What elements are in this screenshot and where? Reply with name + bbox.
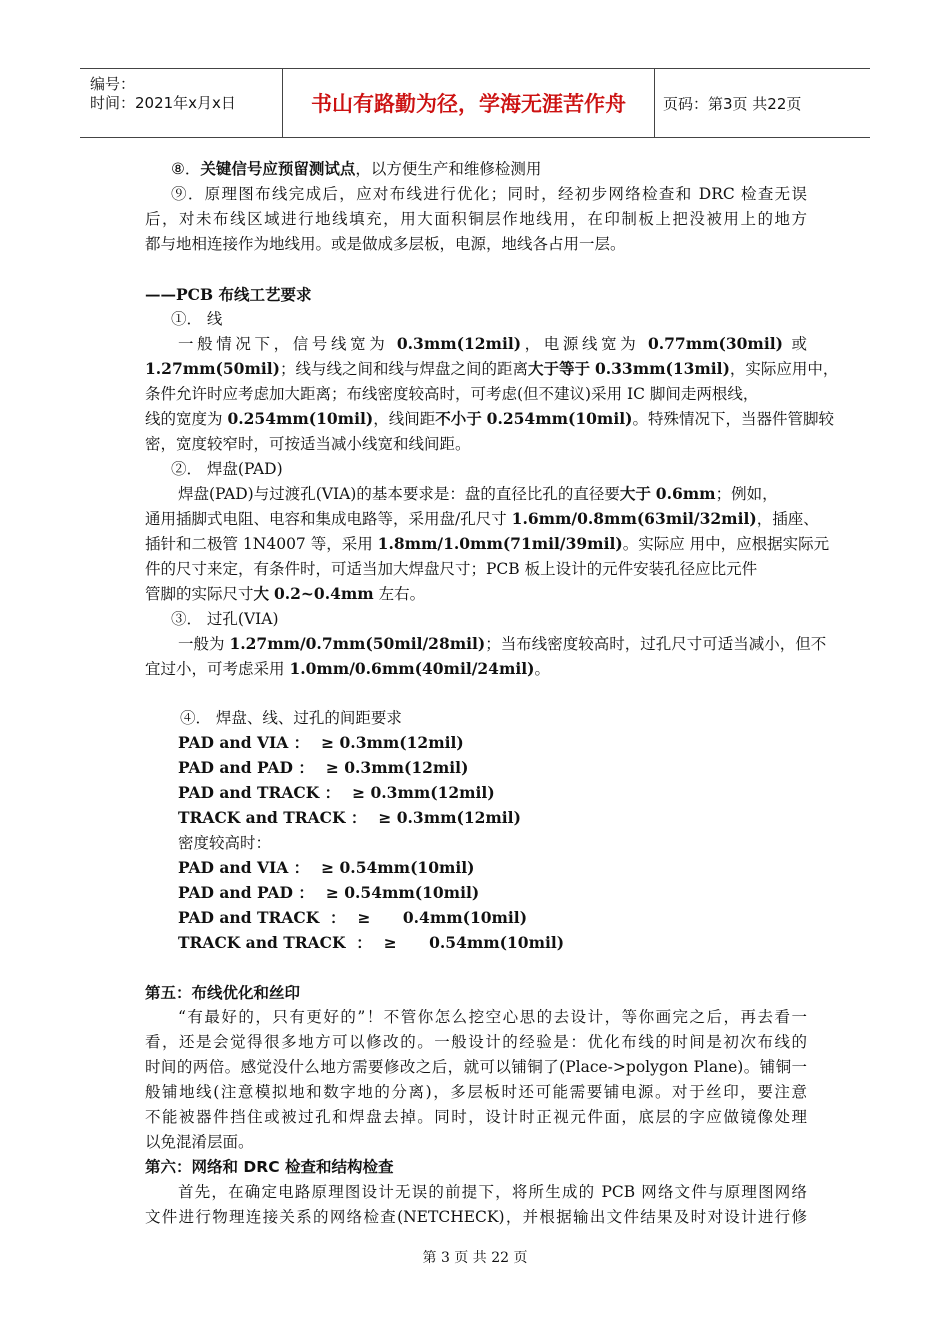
- t-bold: 大于等于: [527, 360, 590, 378]
- page-footer: 第 3 页 共 22 页: [422, 1250, 528, 1266]
- t: 宜过小，可考虑采用: [145, 660, 290, 678]
- line-para-1: [178, 333, 807, 355]
- spacing-label: PAD and PAD ：: [178, 883, 314, 902]
- section-5-line-5: 不能被器件挡住或被过孔和焊盘去掉。同时，设计时正视元件面，底层的字应做镜像处理: [145, 1108, 807, 1126]
- t: 。实际应 用中，应根据实际元: [622, 535, 830, 553]
- spacing-label: TRACK and TRACK ：: [178, 933, 372, 952]
- header-left-cell: [80, 69, 282, 137]
- item-9-line-3: 都与地相连接作为地线用。或是做成多层板，电源，地线各占用一层。: [145, 235, 626, 253]
- value-pad-diff: 0.6mm: [655, 484, 716, 503]
- t: ；例如，: [715, 485, 778, 503]
- doc-number-label: 编号：: [90, 75, 136, 93]
- section-5-title: 第五：布线优化和丝印: [145, 984, 301, 1002]
- item-8-num: ⑧．: [171, 160, 201, 178]
- header-page-info: 页码：第3页 共22页: [663, 94, 802, 113]
- value-pad-size-1: 1.6mm/0.8mm(63mil/32mil): [511, 509, 757, 528]
- t: ；线与线之间和线与焊盘之间的距离: [279, 360, 528, 378]
- section-6-title: 第六：网络和 DRC 检查和结构检查: [145, 1158, 394, 1176]
- line-para-2: [145, 358, 838, 380]
- section-5-line-2: 看，还是会觉得很多地方可以修改的。一般设计的经验是：优化布线的时间是初次布线的: [145, 1033, 807, 1051]
- value-line-width: 0.254mm(10mil): [227, 409, 374, 428]
- doc-time-label: 时间：2021年x月x日: [90, 94, 236, 112]
- item-8-rest: ，以方便生产和维修检测用: [355, 160, 542, 178]
- t: 焊盘(PAD)与过渡孔(VIA)的基本要求是：盘的直径比孔的直径要: [178, 485, 620, 503]
- spacing-row: [178, 857, 475, 879]
- t: 管脚的实际尺寸: [145, 585, 254, 603]
- t: 插针和二极管 1N4007 等，采用: [145, 535, 378, 553]
- via-section-heading: ③． 过孔(VIA): [171, 610, 279, 628]
- spacing-value: ≥ 0.4mm(10mil): [357, 908, 528, 927]
- spacing-label: PAD and TRACK ：: [178, 908, 346, 927]
- via-para-2: [145, 658, 550, 680]
- spacing-label: PAD and PAD ：: [178, 758, 314, 777]
- pad-para-4: 件的尺寸来定，有条件时，可适当加大焊盘尺寸；PCB 板上设计的元件安装孔径应比元件: [145, 560, 758, 578]
- item-8: [171, 158, 541, 180]
- t: ，插座、: [756, 510, 819, 528]
- spacing-row: [178, 907, 527, 929]
- spacing-label: PAD and VIA ：: [178, 858, 310, 877]
- via-para-1: [178, 633, 826, 655]
- spacing-section-heading: ④． 焊盘、线、过孔的间距要求: [180, 709, 402, 727]
- section-5-line-3: 时间的两倍。感觉没什么地方需要修改之后，就可以铺铜了(Place->polygon Plane)。铺铜一: [145, 1058, 807, 1076]
- section-6-line-1: 首先，在确定电路原理图设计无误的前提下，将所生成的 PCB 网络文件与原理图网络: [178, 1183, 807, 1201]
- item-8-bold: 关键信号应预留测试点: [200, 160, 356, 178]
- t: 。: [534, 660, 550, 678]
- section-6-line-2: 文件进行物理连接关系的网络检查(NETCHECK)，并根据输出文件结果及时对设计进行修: [145, 1208, 807, 1226]
- line-section-heading: ①． 线: [171, 310, 223, 328]
- spacing-value: ≥ 0.54mm(10mil): [383, 933, 565, 952]
- density-label: 密度较高时：: [178, 834, 272, 852]
- spacing-row: [178, 932, 564, 954]
- section-5-line-1: “有最好的，只有更好的”！不管你怎么挖空心思的去设计，等你画完之后，再去看一: [178, 1008, 807, 1026]
- pad-para-3: [145, 533, 829, 555]
- pad-para-1: [178, 483, 778, 505]
- value-power-width-2: 1.27mm(50mil): [145, 359, 280, 378]
- spacing-value: ≥ 0.3mm(12mil): [321, 733, 464, 752]
- t: ，线间距: [373, 410, 436, 428]
- item-9-line-2: 后，对未布线区域进行地线填充，用大面积铜层作地线用，在印制板上把没被用上的地方: [145, 210, 807, 228]
- pad-section-heading: ②． 焊盘(PAD): [171, 460, 283, 478]
- t: 左右。: [373, 585, 426, 603]
- t: 。特殊情况下，当器件管脚较: [632, 410, 834, 428]
- pcb-section-title: ——PCB 布线工艺要求: [145, 285, 312, 304]
- value-signal-width: 0.3mm(12mil): [396, 334, 522, 353]
- section-5-line-6: 以免混淆层面。: [145, 1133, 254, 1151]
- value-hole-margin: 0.2~0.4mm: [273, 584, 374, 603]
- t: ，实际应用中，: [729, 360, 839, 378]
- spacing-value: ≥ 0.3mm(12mil): [352, 783, 495, 802]
- pad-para-2: [145, 508, 819, 530]
- value-pad-size-2: 1.8mm/1.0mm(71mil/39mil): [377, 534, 623, 553]
- item-9-line-1: ⑨．原理图布线完成后，应对布线进行优化；同时，经初步网络检查和 DRC 检查无误: [171, 185, 807, 203]
- t-bold: 不小于: [435, 410, 482, 428]
- spacing-label: PAD and TRACK ：: [178, 783, 341, 802]
- spacing-label: PAD and VIA ：: [178, 733, 310, 752]
- line-para-3: 条件允许时应考虑加大距离；布线密度较高时，可考虑(但不建议)采用 IC 脚间走两根线，: [145, 385, 759, 403]
- value-power-width: 0.77mm(30mil): [647, 334, 783, 353]
- spacing-row: [178, 732, 464, 754]
- value-line-gap: 0.254mm(10mil): [486, 409, 633, 428]
- t: 通用插脚式电阻、电容和集成电路等，采用盘/孔尺寸: [145, 510, 512, 528]
- line-para-4: [145, 408, 834, 430]
- value-via-size-2: 1.0mm/0.6mm(40mil/24mil): [289, 659, 535, 678]
- value-via-size-1: 1.27mm/0.7mm(50mil/28mil): [229, 634, 486, 653]
- t-bold: 大于: [619, 485, 651, 503]
- spacing-value: ≥ 0.54mm(10mil): [321, 858, 475, 877]
- t: 线的宽度为: [145, 410, 228, 428]
- line-para-5: 密，宽度较窄时，可按适当减小线宽和线间距。: [145, 435, 471, 453]
- section-5-line-4: 般铺地线(注意模拟地和数字地的分离)，多层板时还可能需要铺电源。对于丝印，要注意: [145, 1083, 807, 1101]
- pad-para-5: [145, 583, 425, 605]
- spacing-value: ≥ 0.3mm(12mil): [378, 808, 521, 827]
- t: 一般为: [178, 635, 230, 653]
- spacing-row: [178, 782, 495, 804]
- spacing-value: ≥ 0.3mm(12mil): [325, 758, 469, 777]
- spacing-row: [178, 807, 521, 829]
- t: 或: [782, 335, 807, 353]
- header-motto: 书山有路勤为径，学海无涯苦作舟: [282, 69, 655, 137]
- t: 一般情况下，信号线宽为: [178, 335, 397, 353]
- page-header: [80, 68, 870, 138]
- t-bold: 大: [253, 585, 270, 603]
- t: ，电源线宽为: [521, 335, 648, 353]
- value-spacing: 0.33mm(13mil): [594, 359, 730, 378]
- spacing-row: [178, 757, 468, 779]
- spacing-label: TRACK and TRACK ：: [178, 808, 367, 827]
- t: ；当布线密度较高时，过孔尺寸可适当减小，但不: [485, 635, 827, 653]
- spacing-row: [178, 882, 479, 904]
- spacing-value: ≥ 0.54mm(10mil): [325, 883, 480, 902]
